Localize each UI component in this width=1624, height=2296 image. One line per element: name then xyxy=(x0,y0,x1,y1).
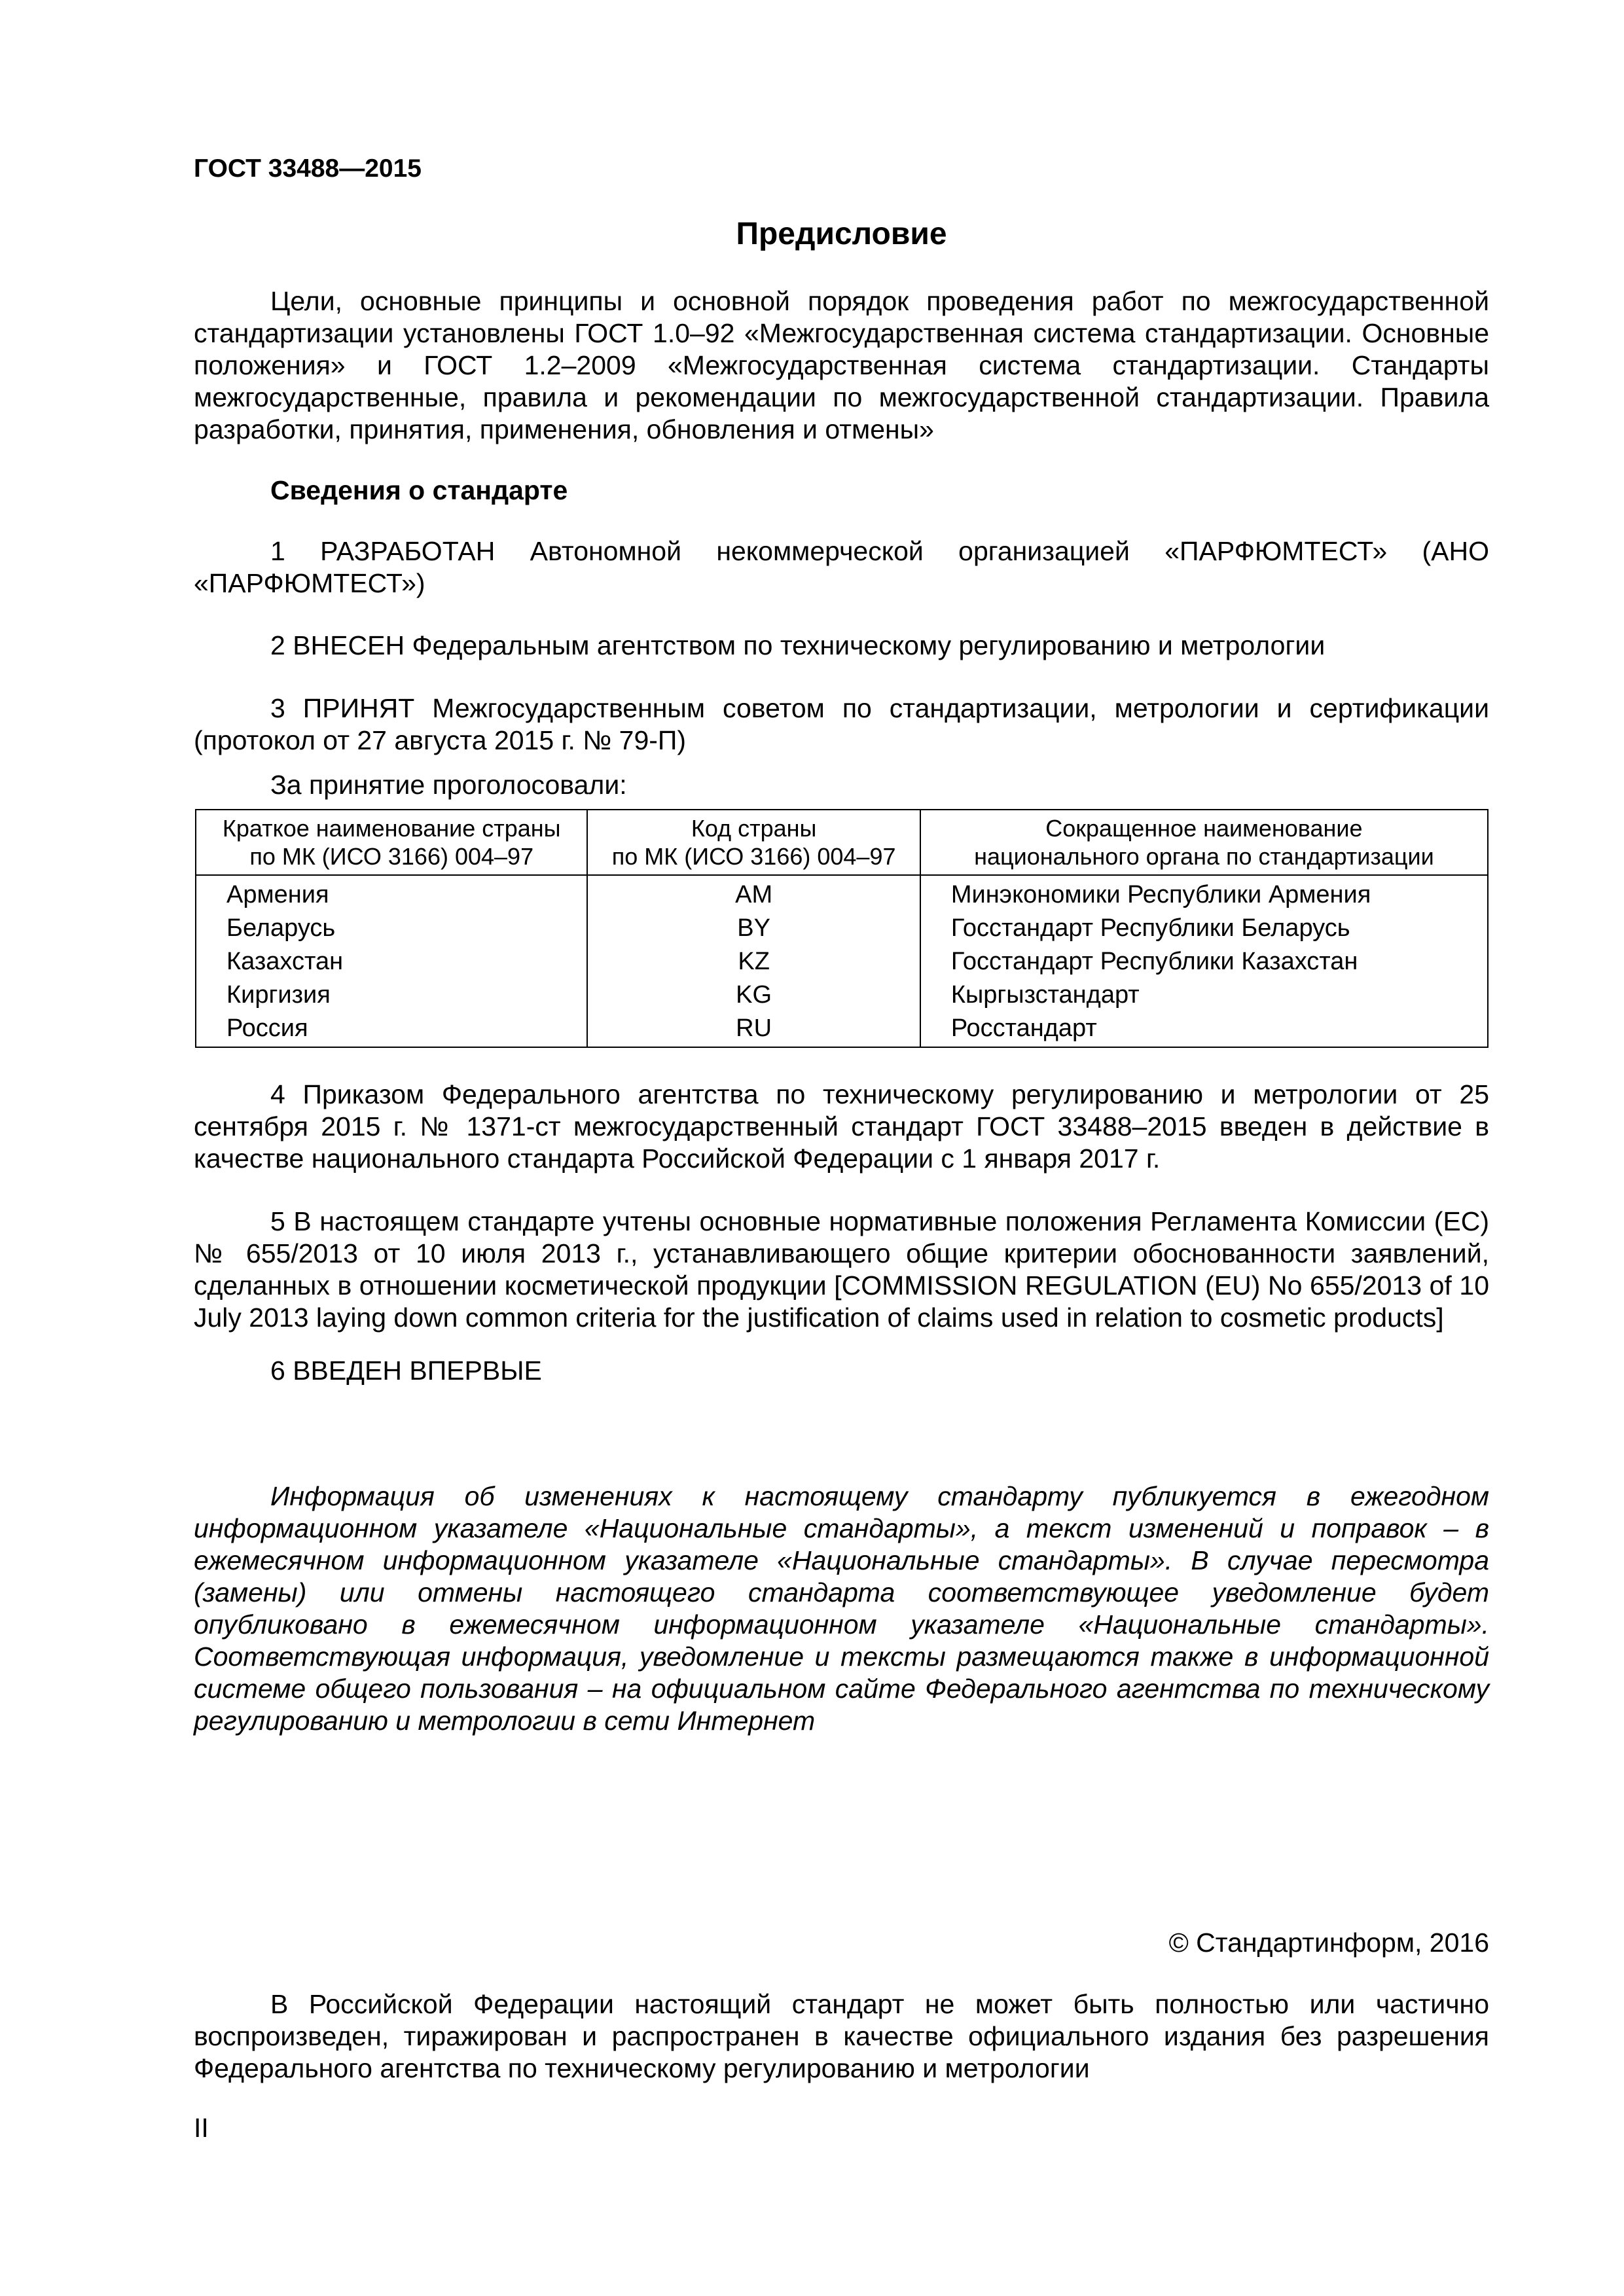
header-body-line1: Сокращенное наименование xyxy=(1045,815,1363,842)
country-cell: Казахстан xyxy=(196,945,587,978)
code-cell: KG xyxy=(587,978,920,1012)
column-header-body xyxy=(920,810,1488,875)
table-row xyxy=(196,1012,1488,1047)
header-body-line2: национального органа по стандартизации xyxy=(974,843,1434,870)
item-4: 4 Приказом Федерального агентства по техническому регулированию и метрологии от 25 сентября 2015 г. № 1371-ст межгосударственный стандарт ГОСТ 33488–2015 введен в действие в качестве национального стандарта Российской Федерации с 1 января 2017 г. xyxy=(194,1079,1489,1174)
vote-table xyxy=(195,809,1489,1048)
body-cell: Госстандарт Республики Беларусь xyxy=(920,912,1488,945)
item-1: 1 РАЗРАБОТАН Автономной некоммерческой организацией «ПАРФЮМТЕСТ» (АНО «ПАРФЮМТЕСТ») xyxy=(194,536,1489,598)
rights-notice: В Российской Федерации настоящий стандарт не может быть полностью или частично воспроизведен, тиражирован и распространен в качестве официального издания без разрешения Федерального агентства по техническому регулированию и метрологии xyxy=(194,1989,1489,2083)
header-code-line1: Код страны xyxy=(691,815,817,842)
column-header-country xyxy=(196,810,587,875)
header-country-line2: по МК (ИСО 3166) 004–97 xyxy=(249,843,534,870)
column-header-code xyxy=(587,810,920,875)
code-cell: RU xyxy=(587,1012,920,1047)
page-number: II xyxy=(194,2113,209,2143)
vote-label: За принятие проголосовали: xyxy=(270,770,627,800)
table-row xyxy=(196,945,1488,978)
body-cell: Росстандарт xyxy=(920,1012,1488,1047)
intro-paragraph: Цели, основные принципы и основной порядок проведения работ по межгосударственной стандартизации установлены ГОСТ 1.0–92 «Межгосударственная система стандартизации. Основные положения» и ГОСТ 1.2–2009 «Межгосударственная система стандартизации. Стандарты межгосударственные, правила и рекомендации по межгосударственной стандартизации. Правила разработки, принятия, применения, обновления и отмены» xyxy=(194,286,1489,444)
info-heading: Сведения о стандарте xyxy=(270,475,568,505)
table-row xyxy=(196,875,1488,912)
country-cell: Россия xyxy=(196,1012,587,1047)
changes-info-paragraph: Информация об изменениях к настоящему стандарту публикуется в ежегодном информационном указателе «Национальные стандарты», а текст изменений и поправок – в ежемесячном информационном указателе «Национальные стандарты». В случае пересмотра (замены) или отмены настоящего стандарта соответствующее уведомление будет опубликовано в ежемесячном информационном указателе «Национальные стандарты». Соответствующая информация, уведомление и тексты размещаются также в информационной системе общего пользования – на официальном сайте Федерального агентства по техническому регулированию и метрологии в сети Интернет xyxy=(194,1481,1489,1736)
item-3: 3 ПРИНЯТ Межгосударственным советом по стандартизации, метрологии и сертификации (протокол от 27 августа 2015 г. № 79-П) xyxy=(194,693,1489,755)
country-cell: Армения xyxy=(196,875,587,912)
table-header-row xyxy=(196,810,1488,875)
code-cell: KZ xyxy=(587,945,920,978)
code-cell: BY xyxy=(587,912,920,945)
header-code-line2: по МК (ИСО 3166) 004–97 xyxy=(611,843,896,870)
table-row xyxy=(196,978,1488,1012)
page-title: Предисловие xyxy=(736,217,947,251)
country-cell: Беларусь xyxy=(196,912,587,945)
copyright-notice: © Стандартинформ, 2016 xyxy=(1168,1928,1489,1958)
table-row xyxy=(196,912,1488,945)
body-cell: Минэкономики Республики Армения xyxy=(920,875,1488,912)
item-2: 2 ВНЕСЕН Федеральным агентством по техническому регулированию и метрологии xyxy=(270,630,1326,660)
item-6: 6 ВВЕДЕН ВПЕРВЫЕ xyxy=(270,1355,542,1386)
document-id: ГОСТ 33488—2015 xyxy=(194,154,422,183)
country-cell: Киргизия xyxy=(196,978,587,1012)
body-cell: Госстандарт Республики Казахстан xyxy=(920,945,1488,978)
body-cell: Кыргызстандарт xyxy=(920,978,1488,1012)
header-country-line1: Краткое наименование страны xyxy=(222,815,561,842)
item-5: 5 В настоящем стандарте учтены основные нормативные положения Регламента Комиссии (ЕС) № 655/2013 от 10 июля 2013 г., устанавливающего общие критерии обоснованности заявлений, сделанных в отношении косметической продукции [COMMISSION REGULATION (EU) No 655/2013 of 10 July 2013 laying down common criteria for the justification of claims used in relation to cosmetic products] xyxy=(194,1206,1489,1333)
code-cell: AM xyxy=(587,875,920,912)
